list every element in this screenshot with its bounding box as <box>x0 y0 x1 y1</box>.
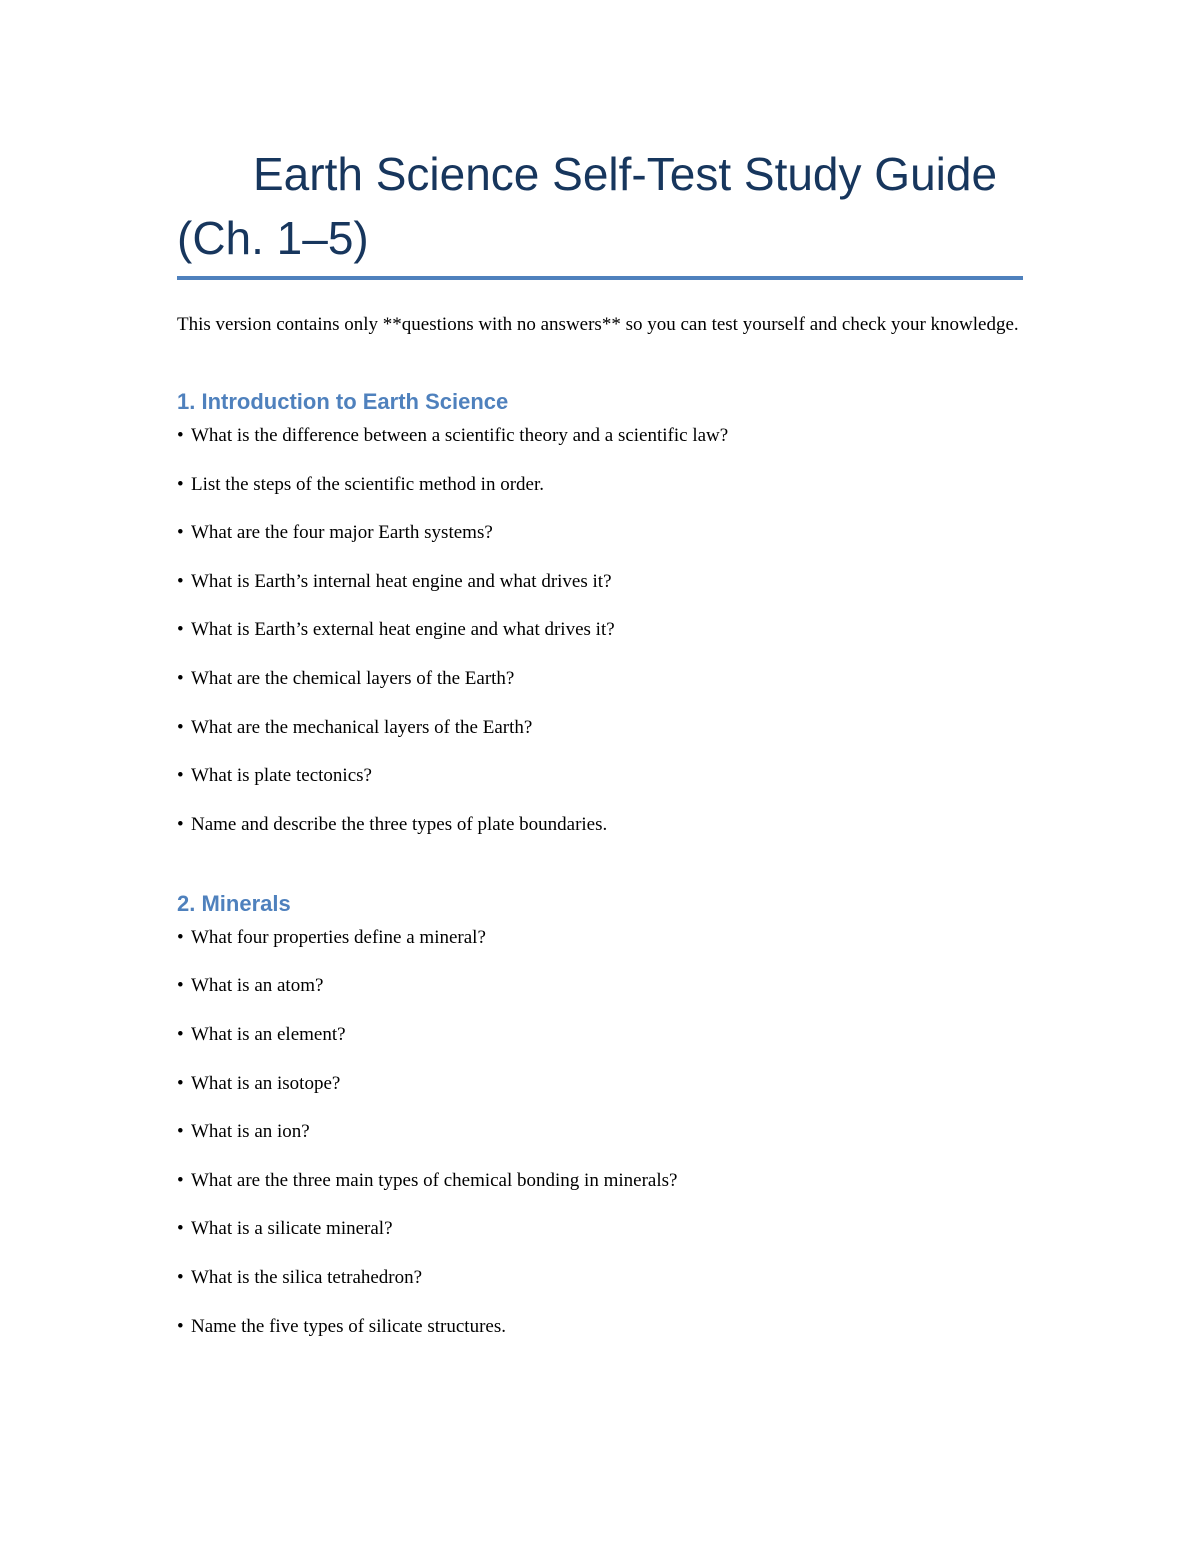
question-text: What are the three main types of chemical bonding in minerals? <box>191 1169 678 1191</box>
section-heading: 2. Minerals <box>177 890 291 916</box>
bullet-icon: • <box>177 667 184 689</box>
question-item <box>177 1214 1023 1243</box>
question-text: What is an element? <box>191 1023 346 1045</box>
question-item <box>177 1020 1023 1049</box>
question-text: What are the mechanical layers of the Earth? <box>191 716 533 738</box>
question-text: What is Earth’s external heat engine and what drives it? <box>191 619 615 641</box>
question-list <box>177 421 1023 839</box>
question-item <box>177 1069 1023 1098</box>
question-item <box>177 518 1023 547</box>
question-item <box>177 810 1023 839</box>
question-item <box>177 1263 1023 1292</box>
bullet-icon: • <box>177 975 184 997</box>
question-text: What is an atom? <box>191 975 324 997</box>
question-item <box>177 761 1023 790</box>
title-underline-rule <box>177 276 1023 280</box>
bullet-icon: • <box>177 813 184 835</box>
question-item <box>177 1312 1023 1341</box>
question-item <box>177 971 1023 1000</box>
question-text: What is plate tectonics? <box>191 765 372 787</box>
bullet-icon: • <box>177 1072 184 1094</box>
document-title <box>177 142 1023 270</box>
question-text: What are the chemical layers of the Earth? <box>191 667 515 689</box>
question-text: What four properties define a mineral? <box>191 926 486 948</box>
question-item <box>177 923 1023 952</box>
question-text: What is a silicate mineral? <box>191 1218 393 1240</box>
bullet-icon: • <box>177 1266 184 1288</box>
bullet-icon: • <box>177 716 184 738</box>
question-text: What is Earth’s internal heat engine and what drives it? <box>191 570 612 592</box>
bullet-icon: • <box>177 1218 184 1240</box>
bullet-icon: • <box>177 1169 184 1191</box>
question-text: What are the four major Earth systems? <box>191 522 493 544</box>
bullet-icon: • <box>177 765 184 787</box>
question-text: List the steps of the scientific method in order. <box>191 473 545 495</box>
question-item <box>177 615 1023 644</box>
bullet-icon: • <box>177 1023 184 1045</box>
bullet-icon: • <box>177 926 184 948</box>
question-item <box>177 1166 1023 1195</box>
document-content <box>177 142 1023 1360</box>
title-line-1: Earth Science Self-Test Study Guide <box>253 148 998 200</box>
question-text: What is an isotope? <box>191 1072 341 1094</box>
section-introduction <box>177 387 1023 839</box>
intro-paragraph: This version contains only **questions with no answers** so you can test yourself and check your knowledge. <box>177 314 1019 335</box>
question-text: Name the five types of silicate structures. <box>191 1315 506 1337</box>
bullet-icon: • <box>177 522 184 544</box>
bullet-icon: • <box>177 473 184 495</box>
question-item <box>177 664 1023 693</box>
question-item <box>177 567 1023 596</box>
question-text: What is the silica tetrahedron? <box>191 1266 423 1288</box>
bullet-icon: • <box>177 1315 184 1337</box>
question-item <box>177 1117 1023 1146</box>
question-text: Name and describe the three types of plate boundaries. <box>191 813 608 835</box>
bullet-icon: • <box>177 619 184 641</box>
section-minerals <box>177 889 1023 1341</box>
bullet-icon: • <box>177 1121 184 1143</box>
section-heading: 1. Introduction to Earth Science <box>177 389 509 414</box>
title-line-2: (Ch. 1–5) <box>177 212 369 264</box>
bullet-icon: • <box>177 425 184 446</box>
question-item <box>177 713 1023 742</box>
question-text: What is an ion? <box>191 1121 310 1143</box>
question-list <box>177 923 1023 1341</box>
bullet-icon: • <box>177 570 184 592</box>
question-item <box>177 470 1023 499</box>
question-text: What is the difference between a scientific theory and a scientific law? <box>191 425 729 446</box>
question-item <box>177 421 1023 450</box>
